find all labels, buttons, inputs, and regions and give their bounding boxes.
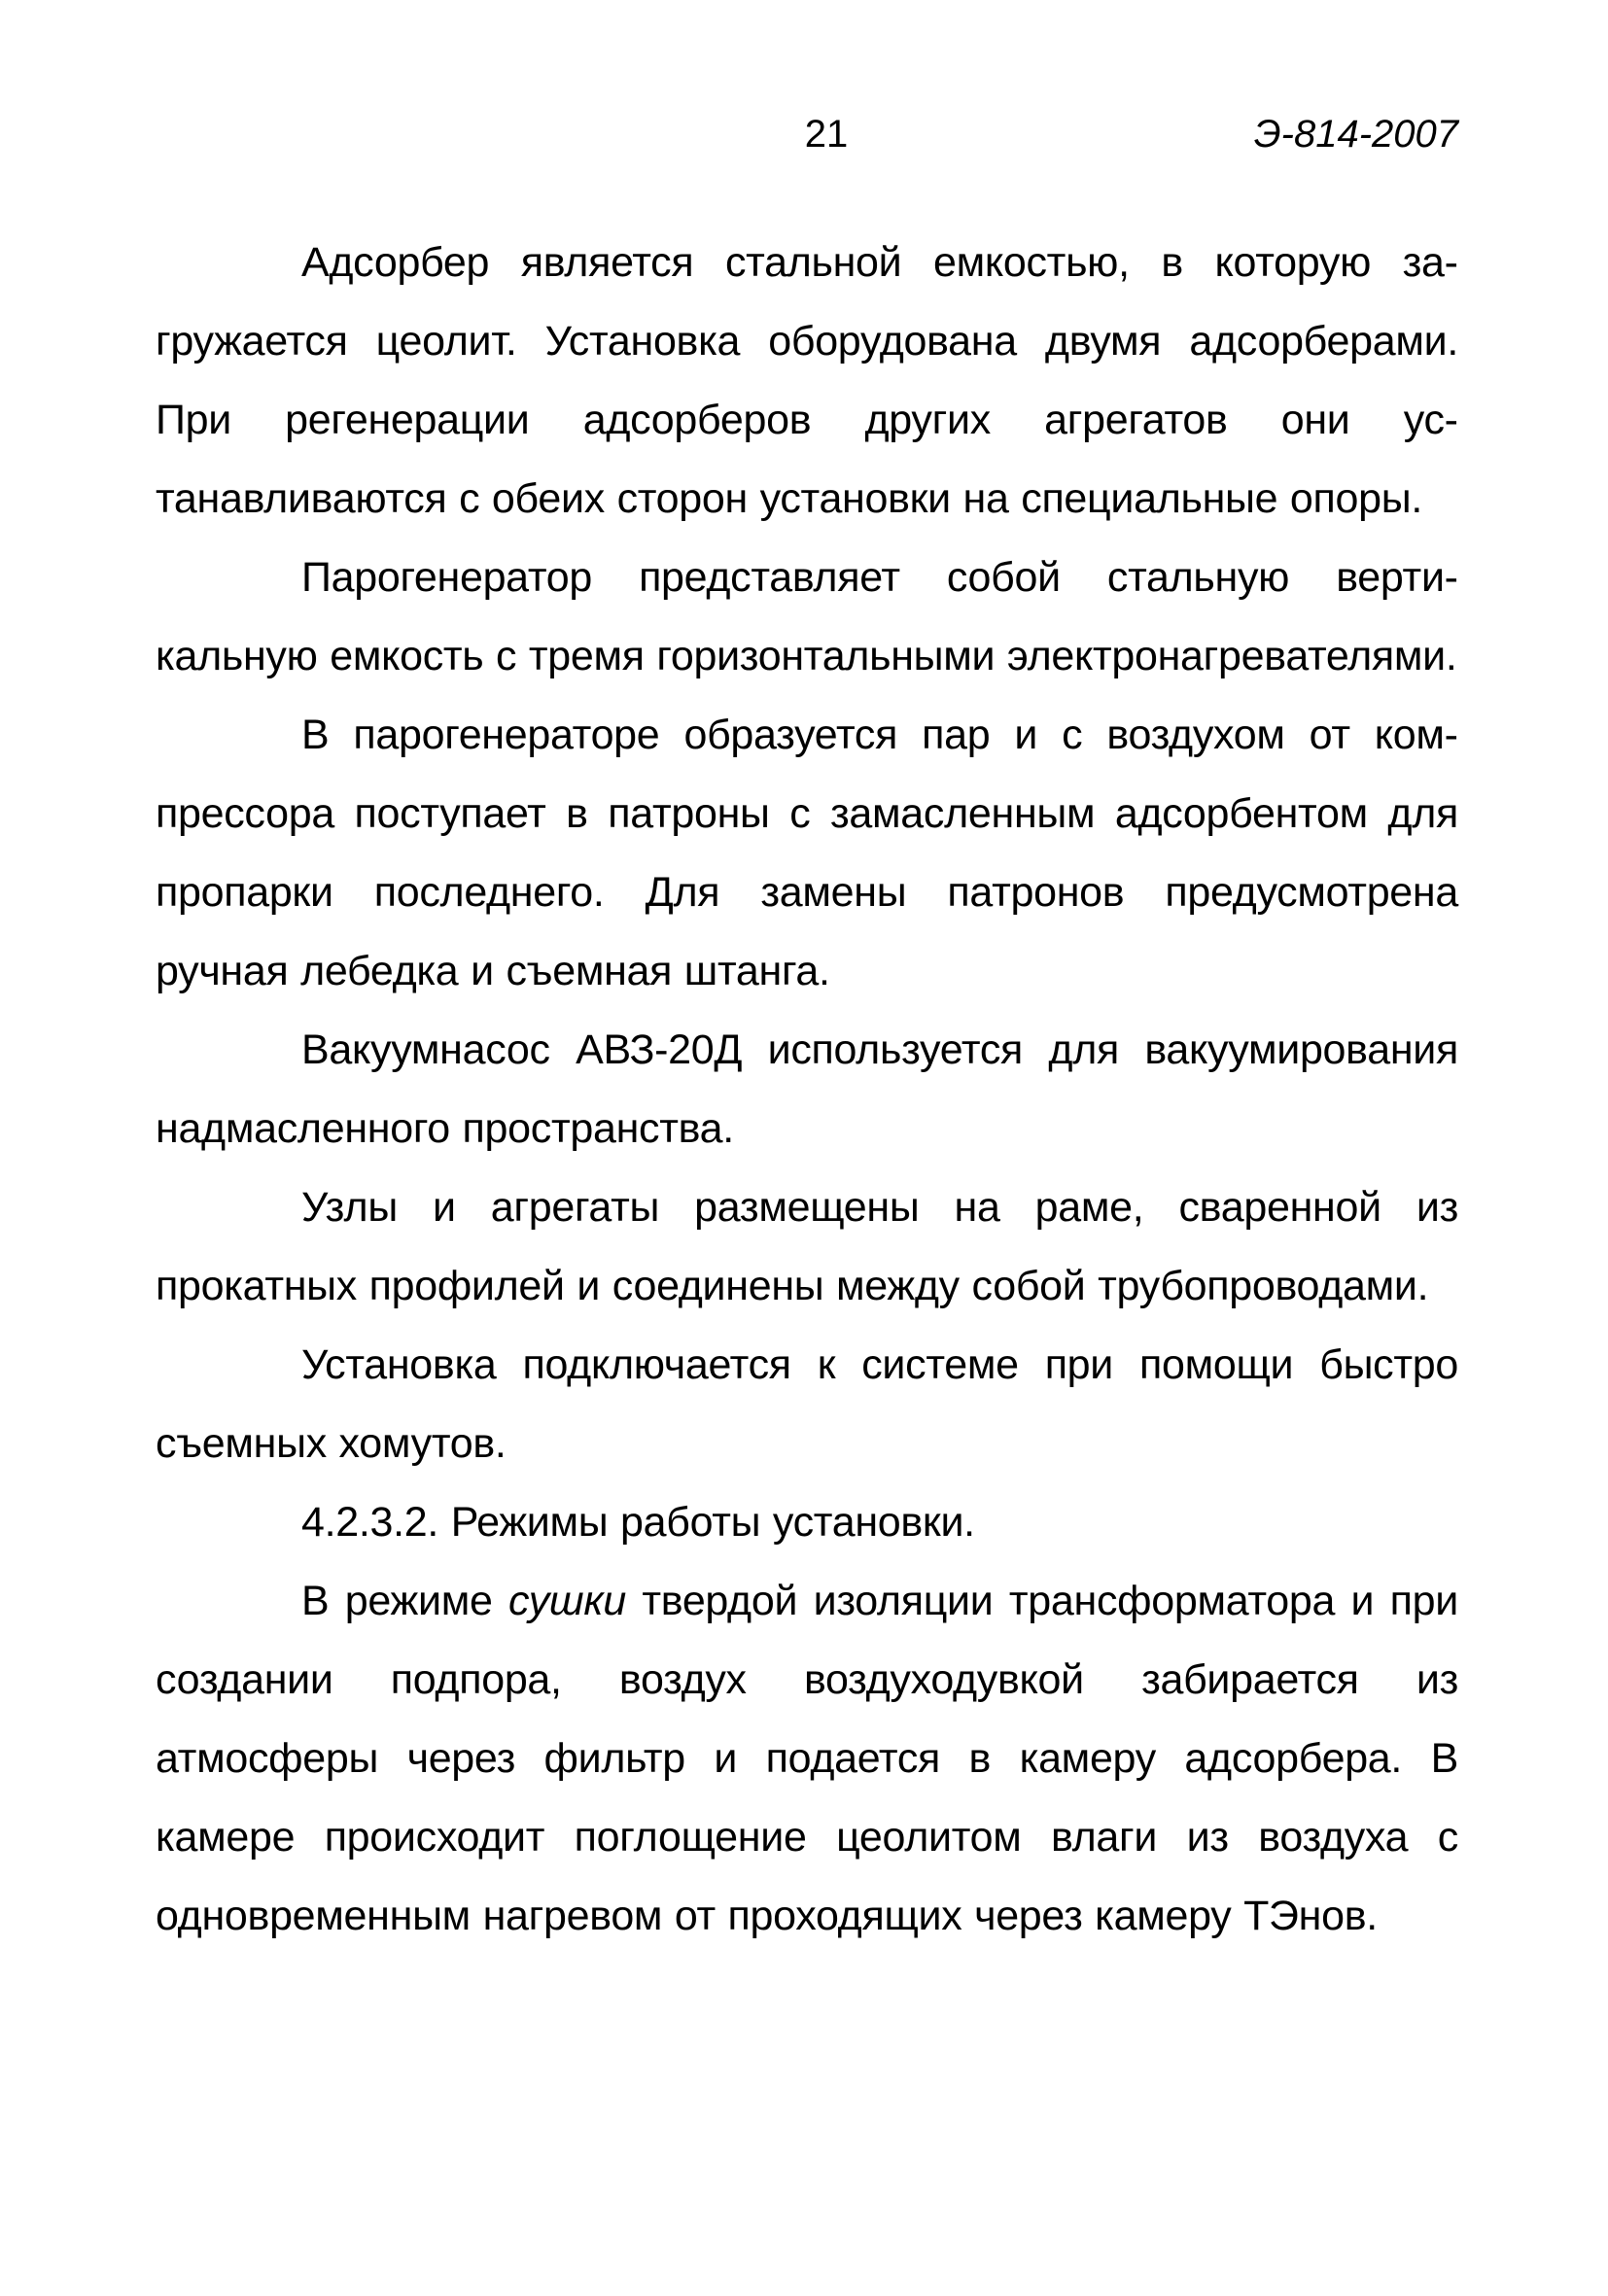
drying-mode-text-end: твердой изоляции трансформатора и при создании подпора, воздух воздуходувкой забирается из атмосферы через фильтр и подается в камеру адсорбера. В камере происходит поглощение цеолитом влаги из воздуха с одновременным нагревом от проходящих через камеру ТЭнов. xyxy=(156,1578,1458,1939)
body-text xyxy=(156,224,1458,1956)
document-code: Э-814-2007 xyxy=(1253,113,1458,156)
paragraph-frame: Узлы и агрегаты размещены на раме, сваренной из прокатных профилей и соединены между собой трубопроводами. xyxy=(156,1184,1458,1309)
section-heading: 4.2.3.2. Режимы работы установки. xyxy=(301,1499,975,1546)
paragraph-steam-generator: Парогенератор представляет собой стальную вертикальную емкость с тремя горизонтальными электронагревателями. xyxy=(156,554,1458,679)
page-header xyxy=(156,109,1458,167)
page-number: 21 xyxy=(804,113,849,156)
paragraph-adsorber: Адсорбер является стальной емкостью, в которую загружается цеолит. Установка оборудована двумя адсорберами. При регенерации адсорберов других агрегатов они устанавливаются с обеих сторон установки на специальные опоры. xyxy=(156,239,1458,522)
drying-mode-text-start: В режиме xyxy=(301,1578,509,1624)
paragraph-connection: Установка подключается к системе при помощи быстро съемных хомутов. xyxy=(156,1341,1458,1467)
paragraph-drying-mode xyxy=(156,1562,1458,1956)
paragraph-steam-process: В парогенераторе образуется пар и с воздухом от компрессора поступает в патроны с замасленным адсорбентом для пропарки последнего. Для замены патронов предусмотрена ручная лебедка и съемная штанга. xyxy=(156,712,1458,994)
paragraph-vacuum-pump: Вакуумнасос АВЗ-20Д используется для вакуумирования надмасленного пространства. xyxy=(156,1026,1458,1152)
drying-mode-emphasis: сушки xyxy=(508,1578,626,1624)
